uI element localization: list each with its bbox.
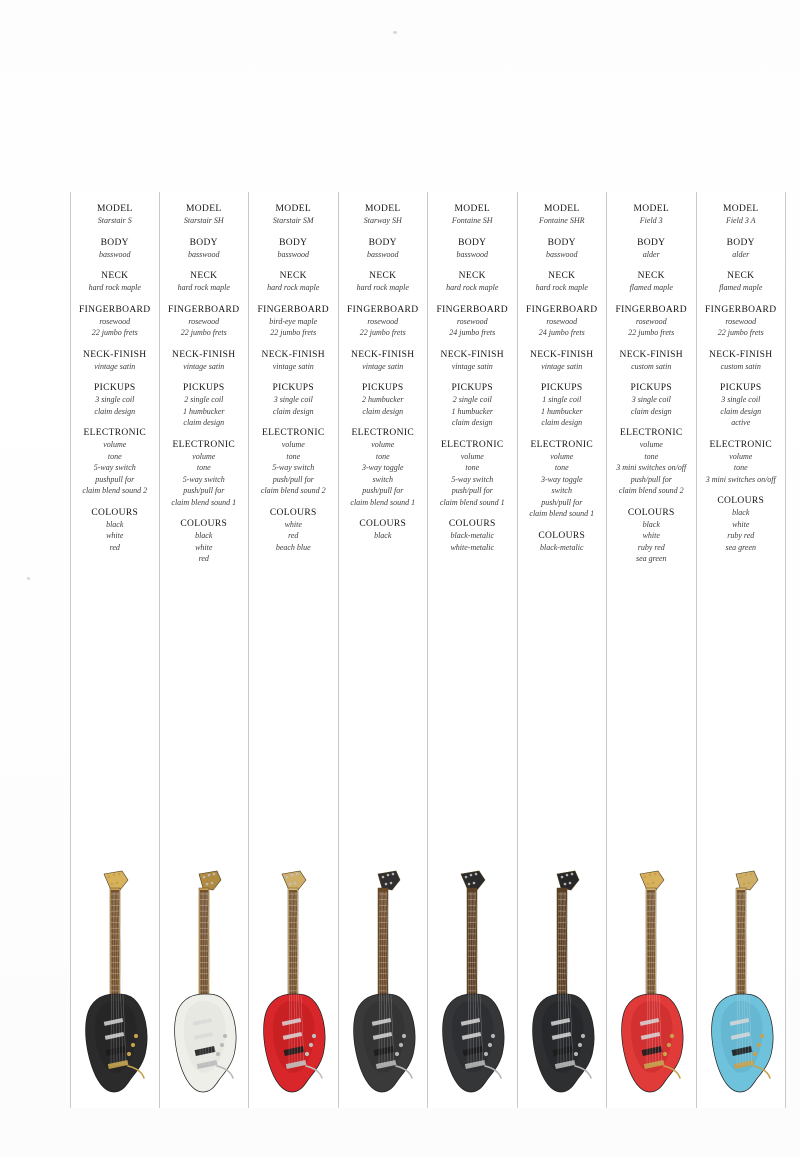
- spec-value: 24 jumbo frets: [449, 328, 496, 337]
- spec-neck: [518, 270, 607, 294]
- spec-fingerboard: [697, 304, 786, 339]
- spec-label: MODEL: [722, 204, 759, 214]
- spec-label: MODEL: [454, 204, 491, 214]
- spec-label: ELECTRONIC: [530, 439, 594, 450]
- spec-label: NECK-FINISH: [440, 349, 504, 360]
- spec-value: rosewood: [456, 316, 488, 326]
- spec-value: claim design: [362, 406, 404, 416]
- spec-colours: [339, 518, 428, 542]
- spec-value: 22 jumbo frets: [717, 328, 764, 337]
- spec-value: ruby red: [637, 542, 665, 552]
- spec-label: FINGERBOARD: [168, 304, 240, 315]
- spec-model: [697, 203, 786, 227]
- spec-value: 1 single coil: [542, 395, 582, 404]
- spec-value: 1 humbucker: [451, 406, 494, 416]
- spec-neck: [71, 270, 159, 294]
- spec-value: claim blend sound 1: [439, 497, 505, 507]
- spec-value: 1 humbucker: [182, 406, 225, 416]
- spec-label: PICKUPS: [361, 383, 404, 393]
- spec-label: NECK-FINISH: [530, 349, 594, 360]
- spec-pickups: [339, 382, 428, 417]
- spec-value: alder: [732, 249, 750, 259]
- spec-neck-finish: [249, 349, 338, 373]
- spec-value: volume: [639, 440, 663, 449]
- spec-fingerboard: [71, 304, 159, 339]
- spec-value: claim blend sound 1: [529, 509, 595, 518]
- spec-value: Starway SH: [363, 216, 402, 225]
- spec-label: COLOURS: [359, 519, 407, 529]
- spec-label: COLOURS: [538, 530, 586, 541]
- spec-value: basswood: [456, 249, 489, 259]
- spec-value: vintage satin: [272, 361, 314, 371]
- spec-value: hard rock maple: [446, 283, 499, 292]
- spec-label: ELECTRONIC: [83, 428, 147, 438]
- spec-label: COLOURS: [269, 507, 317, 518]
- spec-value: 22 jumbo frets: [628, 328, 675, 337]
- spec-body: [607, 237, 696, 261]
- spec-label: MODEL: [633, 204, 670, 214]
- spec-value: pushpull for: [95, 474, 135, 484]
- spec-label: ELECTRONIC: [709, 439, 773, 450]
- spec-electronic: [428, 439, 517, 509]
- spec-value: push/pull for: [183, 486, 225, 495]
- spec-value: ruby red: [727, 531, 755, 540]
- spec-colours: [697, 495, 786, 553]
- spec-model: [71, 203, 159, 227]
- spec-colours: [607, 507, 696, 565]
- spec-pickups: [249, 382, 338, 417]
- spec-label: MODEL: [543, 204, 580, 214]
- spec-column: [518, 192, 608, 1108]
- spec-label: BODY: [637, 237, 666, 248]
- spec-value: white: [195, 542, 213, 552]
- spec-neck: [607, 270, 696, 294]
- spec-column: [249, 192, 339, 1108]
- spec-body: [249, 237, 338, 261]
- spec-body: [428, 237, 517, 261]
- spec-value: red: [288, 531, 299, 540]
- spec-label: FINGERBOARD: [526, 304, 598, 315]
- spec-value: 3-way toggle: [540, 474, 583, 484]
- spec-value: red: [198, 554, 209, 563]
- guitar-image: [428, 866, 517, 1106]
- spec-value: 2 single coil: [184, 395, 224, 404]
- spec-value: claim blend sound 2: [82, 486, 148, 495]
- spec-neck-finish: [518, 349, 607, 373]
- spec-value: volume: [460, 451, 484, 461]
- spec-value: black: [106, 519, 124, 529]
- spec-label: COLOURS: [627, 507, 675, 518]
- spec-value: hard rock maple: [356, 283, 409, 292]
- spec-value: black: [732, 508, 750, 517]
- spec-value: white-metalic: [450, 542, 495, 552]
- spec-value: red: [109, 542, 120, 552]
- spec-value: 1 humbucker: [540, 406, 583, 416]
- spec-pickups: [160, 382, 249, 429]
- spec-value: basswood: [98, 249, 131, 259]
- spec-value: tone: [554, 463, 569, 472]
- spec-value: sea green: [635, 554, 667, 563]
- spec-value: Starstair SM: [272, 216, 314, 225]
- spec-value: 3 single coil: [631, 395, 671, 404]
- spec-column: [607, 192, 697, 1108]
- spec-value: claim design: [272, 406, 314, 416]
- spec-label: COLOURS: [180, 519, 228, 529]
- spec-label: BODY: [458, 237, 487, 248]
- spec-value: claim design: [720, 406, 762, 416]
- spec-label: MODEL: [364, 204, 401, 214]
- spec-value: 2 humbucker: [361, 395, 404, 404]
- spec-label: ELECTRONIC: [172, 439, 236, 450]
- spec-value: Field 3 A: [725, 216, 756, 225]
- spec-value: switch: [551, 486, 572, 495]
- spec-value: tone: [375, 451, 390, 461]
- spec-value: white: [106, 531, 124, 540]
- spec-electronic: [249, 427, 338, 497]
- spec-pickups: [607, 382, 696, 417]
- spec-value: 22 jumbo frets: [180, 328, 227, 337]
- guitar-illustration: [612, 868, 690, 1106]
- spec-label: NECK: [548, 271, 576, 281]
- spec-value: rosewood: [635, 316, 667, 326]
- spec-label: PICKUPS: [93, 383, 136, 393]
- spec-label: PICKUPS: [719, 383, 762, 393]
- spec-value: push/pull for: [362, 486, 404, 495]
- guitar-image: [518, 866, 607, 1106]
- spec-value: volume: [729, 451, 753, 461]
- spec-electronic: [697, 439, 786, 486]
- spec-value: black: [642, 519, 660, 529]
- spec-value: 22 jumbo frets: [91, 328, 138, 337]
- spec-value: 3-way toggle: [361, 463, 404, 472]
- spec-neck-finish: [697, 349, 786, 373]
- spec-value: push/pull for: [541, 497, 583, 507]
- spec-neck-finish: [607, 349, 696, 373]
- spec-label: NECK: [458, 271, 486, 281]
- spec-neck-finish: [71, 349, 159, 373]
- spec-label: FINGERBOARD: [436, 304, 508, 315]
- spec-fingerboard: [160, 304, 249, 339]
- spec-value: rosewood: [725, 316, 757, 326]
- spec-value: vintage satin: [362, 361, 404, 371]
- spec-column: [160, 192, 250, 1108]
- spec-label: BODY: [100, 237, 129, 248]
- spec-value: claim design: [630, 406, 672, 416]
- spec-label: FINGERBOARD: [615, 304, 687, 315]
- spec-electronic: [607, 427, 696, 497]
- guitar-illustration: [433, 868, 511, 1106]
- spec-value: beach blue: [275, 542, 311, 552]
- spec-value: basswood: [187, 249, 220, 259]
- spec-value: claim design: [183, 418, 225, 427]
- spec-value: custom satin: [720, 361, 761, 371]
- spec-value: 3 single coil: [273, 395, 313, 404]
- spec-colours: [428, 518, 517, 553]
- spec-label: PICKUPS: [272, 383, 315, 393]
- spec-label: ELECTRONIC: [261, 428, 325, 438]
- spec-value: black-metalic: [450, 531, 495, 540]
- spec-value: 3 single coil: [721, 395, 761, 404]
- spec-body: [160, 237, 249, 261]
- spec-body: [518, 237, 607, 261]
- spec-label: FINGERBOARD: [257, 304, 329, 315]
- spec-value: hard rock maple: [88, 283, 141, 292]
- guitar-illustration: [344, 868, 422, 1106]
- spec-value: 3 single coil: [95, 395, 135, 404]
- spec-label: ELECTRONIC: [619, 428, 683, 438]
- spec-column: [339, 192, 429, 1108]
- spec-value: rosewood: [367, 316, 399, 326]
- spec-label: BODY: [279, 237, 308, 248]
- spec-columns-container: [70, 192, 786, 1108]
- spec-label: NECK: [369, 271, 397, 281]
- spec-pickups: [697, 382, 786, 429]
- spec-label: NECK: [190, 271, 218, 281]
- spec-value: white: [284, 519, 302, 529]
- spec-label: FINGERBOARD: [79, 304, 151, 315]
- spec-label: NECK-FINISH: [351, 349, 415, 360]
- spec-value: black: [195, 531, 213, 540]
- guitar-image: [697, 866, 786, 1106]
- spec-value: vintage satin: [183, 361, 225, 371]
- spec-value: claim design: [94, 406, 136, 416]
- spec-model: [339, 203, 428, 227]
- spec-body: [339, 237, 428, 261]
- spec-value: claim design: [541, 418, 583, 427]
- spec-label: NECK: [101, 271, 129, 281]
- spec-fingerboard: [249, 304, 338, 339]
- spec-value: 22 jumbo frets: [270, 328, 317, 337]
- guitar-image: [160, 866, 249, 1106]
- spec-fingerboard: [428, 304, 517, 339]
- spec-value: push/pull for: [630, 474, 672, 484]
- spec-value: rosewood: [188, 316, 220, 326]
- spec-value: 5-way switch: [272, 463, 315, 472]
- spec-value: claim blend sound 1: [350, 497, 416, 507]
- spec-value: 3 mini switches on/off: [705, 474, 776, 484]
- spec-column: [697, 192, 787, 1108]
- spec-label: NECK-FINISH: [261, 349, 325, 360]
- spec-value: claim blend sound 2: [618, 486, 684, 495]
- spec-value: tone: [286, 451, 301, 461]
- spec-label: PICKUPS: [630, 383, 673, 393]
- spec-value: tone: [107, 451, 122, 461]
- spec-label: MODEL: [185, 204, 222, 214]
- spec-value: rosewood: [99, 316, 131, 326]
- spec-label: COLOURS: [91, 507, 139, 518]
- guitar-illustration: [702, 868, 780, 1106]
- spec-value: volume: [192, 451, 216, 461]
- spec-value: push/pull for: [272, 474, 314, 484]
- spec-value: vintage satin: [451, 361, 493, 371]
- spec-value: basswood: [277, 249, 310, 259]
- spec-column: [428, 192, 518, 1108]
- spec-value: bird-eye maple: [269, 316, 318, 326]
- spec-column: [70, 192, 160, 1108]
- spec-neck: [249, 270, 338, 294]
- guitar-illustration: [165, 868, 243, 1106]
- spec-label: PICKUPS: [182, 383, 225, 393]
- scan-artifact-top: [393, 31, 397, 34]
- spec-value: push/pull for: [451, 486, 493, 495]
- spec-body: [71, 237, 159, 261]
- spec-value: basswood: [366, 249, 399, 259]
- spec-value: basswood: [545, 249, 578, 259]
- spec-value: claim blend sound 1: [171, 497, 237, 507]
- spec-value: Fontaine SHR: [538, 216, 585, 225]
- spec-value: active: [731, 418, 751, 427]
- spec-neck: [160, 270, 249, 294]
- spec-value: alder: [642, 249, 660, 259]
- spec-neck-finish: [428, 349, 517, 373]
- spec-value: 3 mini switches on/off: [616, 463, 687, 472]
- spec-value: vintage satin: [541, 361, 583, 371]
- spec-label: BODY: [547, 237, 576, 248]
- spec-neck: [428, 270, 517, 294]
- spec-value: 5-way switch: [451, 474, 494, 484]
- spec-value: volume: [103, 440, 127, 449]
- spec-label: NECK: [637, 271, 665, 281]
- spec-neck-finish: [339, 349, 428, 373]
- spec-pickups: [71, 382, 159, 417]
- spec-electronic: [339, 427, 428, 508]
- spec-neck-finish: [160, 349, 249, 373]
- spec-model: [249, 203, 338, 227]
- spec-value: 22 jumbo frets: [359, 328, 406, 337]
- spec-label: MODEL: [275, 204, 312, 214]
- spec-value: sea green: [725, 542, 757, 552]
- spec-value: 24 jumbo frets: [538, 328, 585, 337]
- spec-value: rosewood: [546, 316, 578, 326]
- spec-label: NECK-FINISH: [83, 349, 147, 360]
- spec-value: tone: [733, 463, 748, 472]
- spec-value: volume: [550, 451, 574, 461]
- spec-label: BODY: [726, 237, 755, 248]
- scan-artifact-left: [27, 577, 30, 580]
- spec-value: Starstair SH: [183, 216, 224, 225]
- spec-pickups: [518, 382, 607, 429]
- spec-label: NECK: [279, 271, 307, 281]
- spec-value: tone: [465, 463, 480, 472]
- guitar-illustration: [523, 868, 601, 1106]
- spec-fingerboard: [518, 304, 607, 339]
- spec-value: Starstair S: [97, 216, 132, 225]
- spec-value: flamed maple: [719, 283, 763, 292]
- spec-value: black: [374, 531, 392, 540]
- spec-value: volume: [371, 440, 395, 449]
- spec-label: NECK-FINISH: [619, 349, 683, 360]
- spec-value: volume: [281, 440, 305, 449]
- spec-value: flamed maple: [629, 283, 673, 292]
- spec-colours: [71, 507, 159, 554]
- guitar-image: [607, 866, 696, 1106]
- spec-value: 5-way switch: [93, 463, 136, 472]
- spec-value: tone: [196, 463, 211, 472]
- spec-label: PICKUPS: [540, 383, 583, 393]
- spec-value: hard rock maple: [177, 283, 230, 292]
- guitar-illustration: [254, 868, 332, 1106]
- spec-value: white: [642, 531, 660, 540]
- spec-neck: [697, 270, 786, 294]
- spec-electronic: [518, 439, 607, 520]
- spec-label: BODY: [368, 237, 397, 248]
- spec-body: [697, 237, 786, 261]
- spec-value: white: [732, 519, 750, 529]
- spec-electronic: [160, 439, 249, 509]
- spec-value: Field 3: [639, 216, 663, 225]
- spec-colours: [249, 507, 338, 554]
- spec-neck: [339, 270, 428, 294]
- spec-model: [518, 203, 607, 227]
- guitar-image: [249, 866, 338, 1106]
- guitar-illustration: [76, 868, 154, 1106]
- spec-label: MODEL: [96, 204, 133, 214]
- spec-label: COLOURS: [448, 519, 496, 529]
- spec-model: [607, 203, 696, 227]
- spec-label: ELECTRONIC: [440, 439, 504, 450]
- spec-colours: [160, 518, 249, 565]
- spec-value: claim design: [451, 418, 493, 427]
- spec-label: NECK-FINISH: [709, 349, 773, 360]
- spec-value: 5-way switch: [182, 474, 225, 484]
- spec-label: BODY: [189, 237, 218, 248]
- guitar-image: [339, 866, 428, 1106]
- spec-label: NECK: [727, 271, 755, 281]
- spec-value: claim blend sound 2: [260, 486, 326, 495]
- spec-value: switch: [372, 474, 393, 484]
- spec-label: PICKUPS: [451, 383, 494, 393]
- spec-value: vintage satin: [94, 361, 136, 371]
- spec-label: NECK-FINISH: [172, 349, 236, 360]
- spec-value: tone: [644, 451, 659, 461]
- spec-colours: [518, 530, 607, 554]
- spec-model: [160, 203, 249, 227]
- spec-fingerboard: [339, 304, 428, 339]
- spec-electronic: [71, 427, 159, 497]
- spec-label: FINGERBOARD: [705, 304, 777, 315]
- spec-value: 2 single coil: [452, 395, 492, 404]
- spec-pickups: [428, 382, 517, 429]
- guitar-image: [71, 866, 159, 1106]
- spec-fingerboard: [607, 304, 696, 339]
- spec-label: ELECTRONIC: [351, 428, 415, 438]
- spec-label: FINGERBOARD: [347, 304, 419, 315]
- spec-value: black-metalic: [539, 542, 584, 552]
- spec-value: hard rock maple: [267, 283, 320, 292]
- spec-label: COLOURS: [717, 496, 765, 506]
- spec-value: Fontaine SH: [451, 216, 493, 225]
- spec-value: hard rock maple: [535, 283, 588, 292]
- spec-model: [428, 203, 517, 227]
- spec-value: custom satin: [631, 361, 672, 371]
